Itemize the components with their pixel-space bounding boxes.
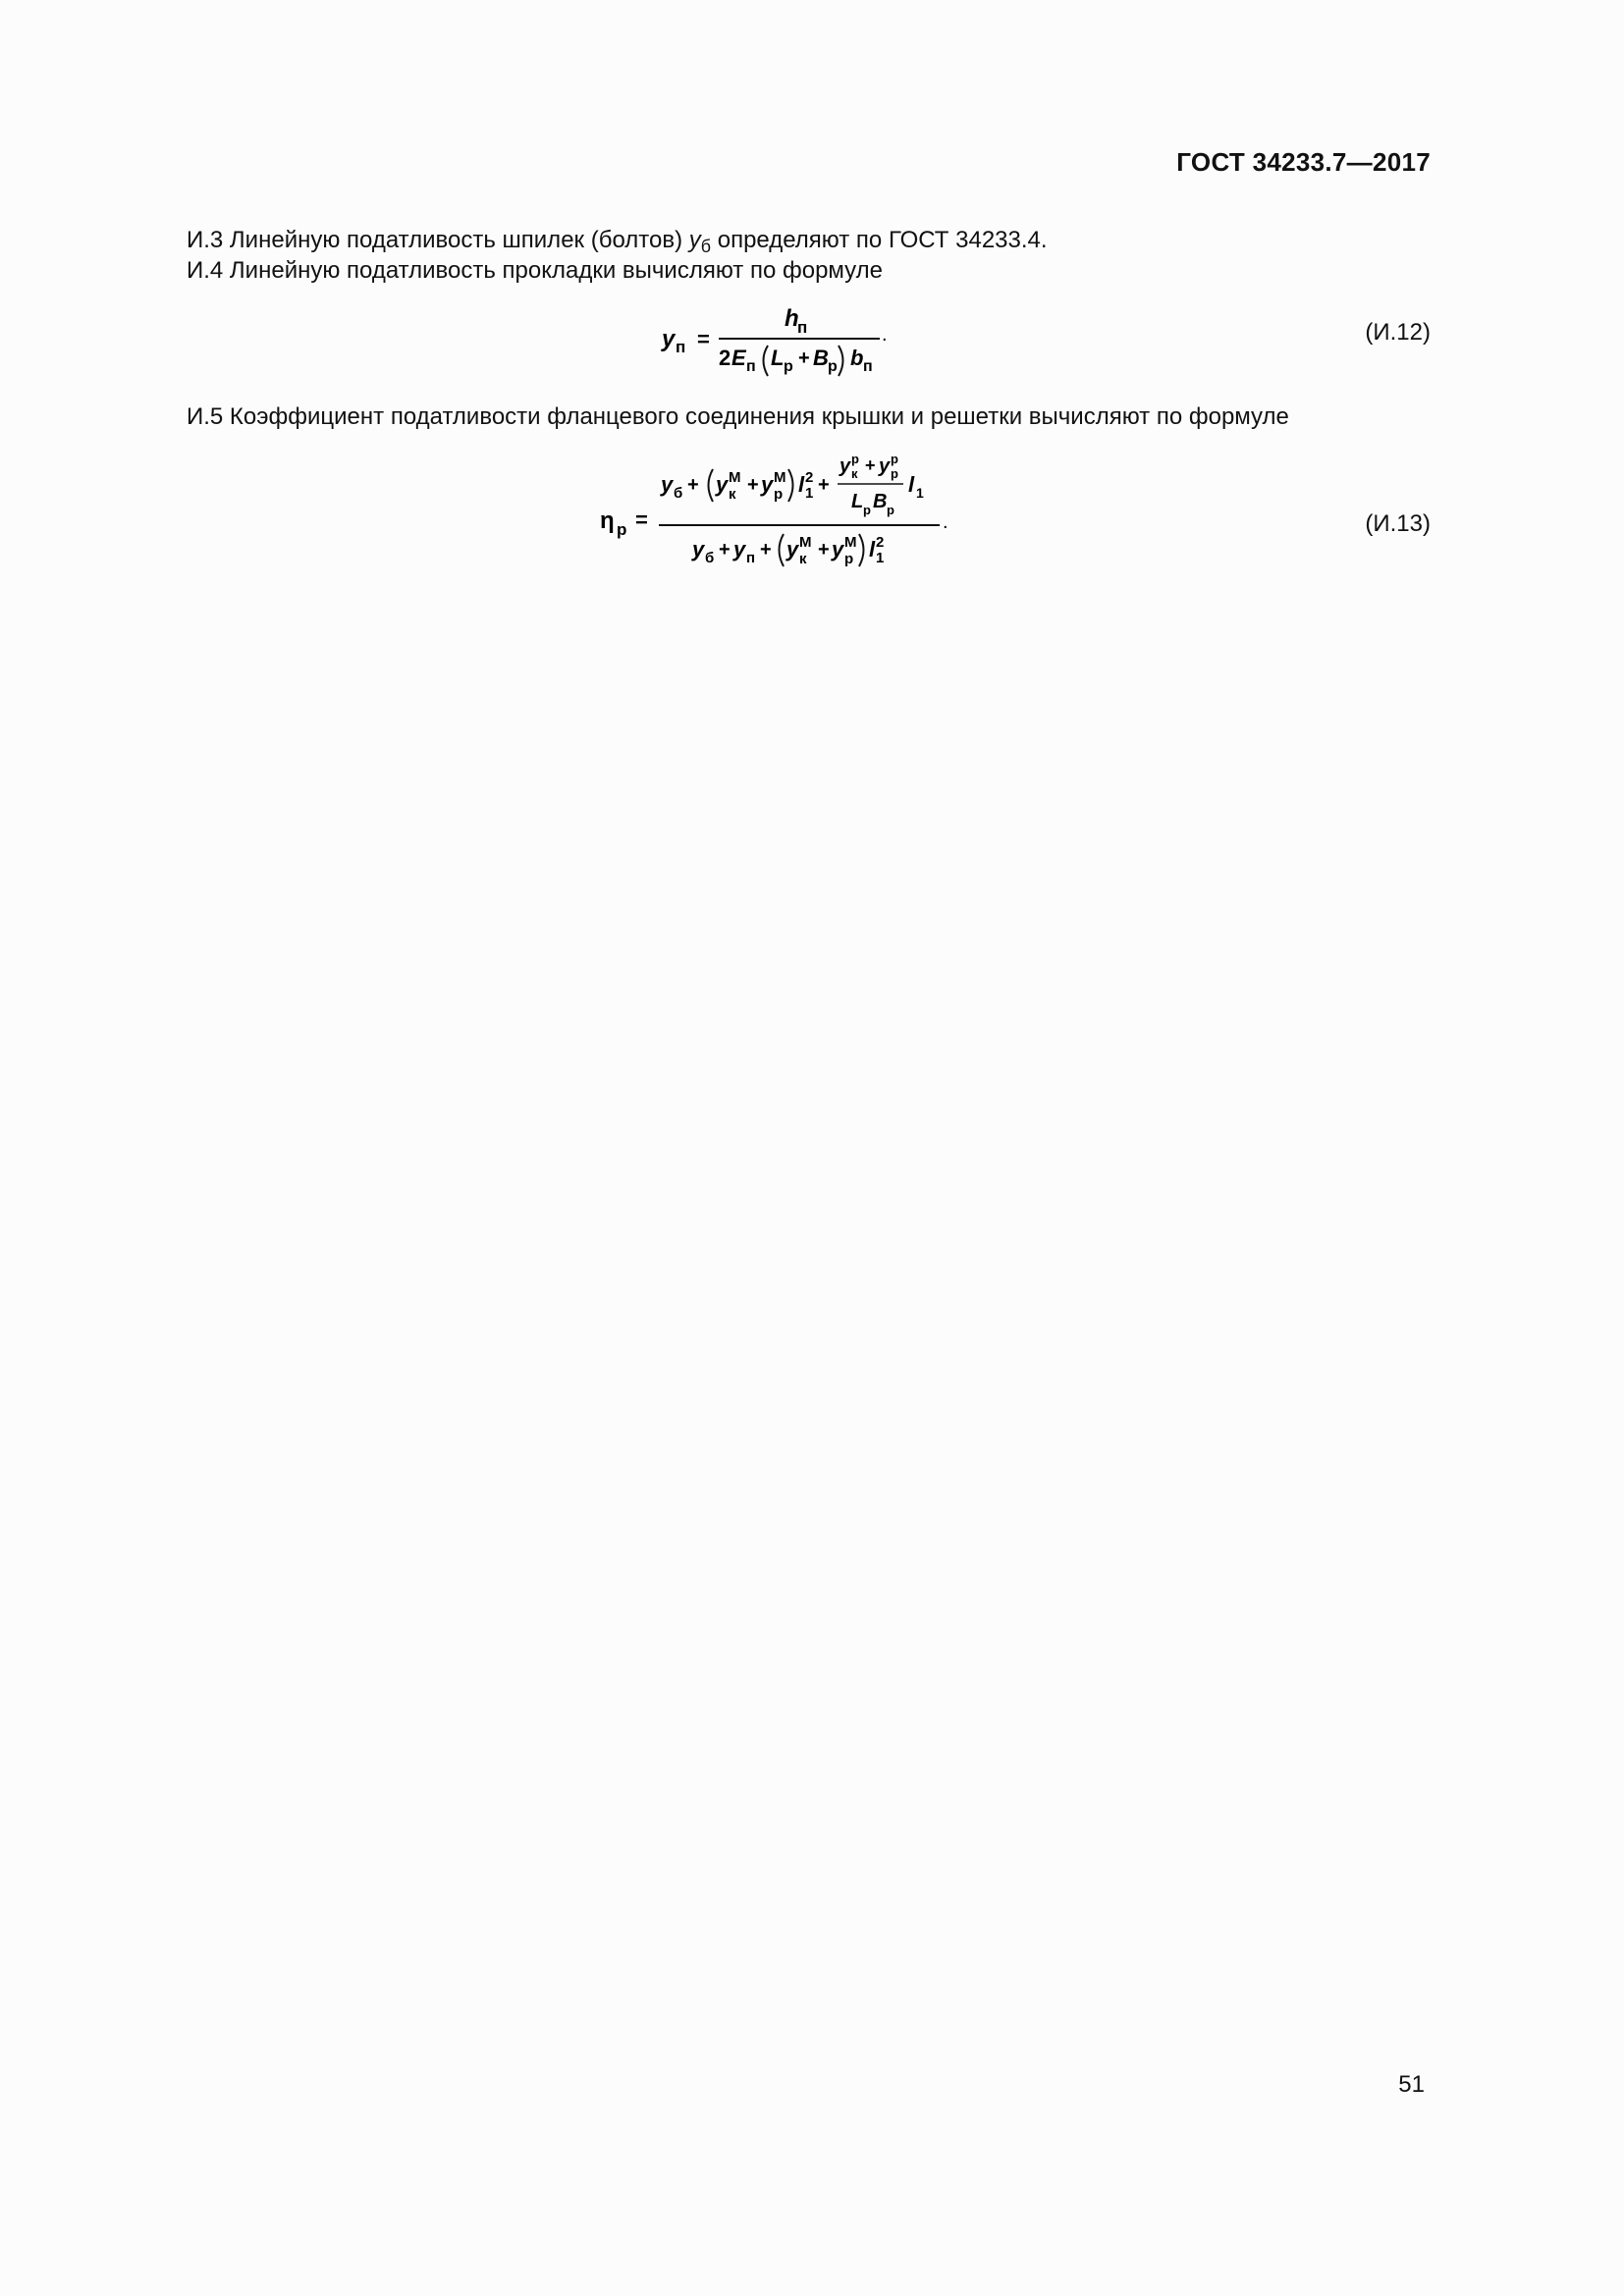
eq2-inner-B: B [873, 491, 888, 512]
eq2-inner-y2: y [879, 455, 891, 477]
eq2-inner-y1: y [839, 455, 851, 477]
eq2-den-plus3: + [818, 539, 830, 561]
eq2-num-l1: l [798, 472, 805, 497]
eq2-den-y1-sub: б [705, 550, 715, 566]
eq2-den-y4-sub: р [844, 551, 854, 567]
eq1-equals: = [697, 327, 710, 351]
eq2-num-y2: y [716, 472, 729, 497]
eq2-num-y3-sub: р [774, 486, 784, 503]
eq2-inner-y2-sub: р [891, 466, 898, 481]
eq2-den-plus2: + [760, 539, 772, 561]
eq1-right-paren [839, 346, 843, 376]
eq1-den-b-sub: п [863, 358, 873, 375]
eq2-den-l1-sub: 1 [876, 550, 885, 566]
eq2-den-y2-sub: п [746, 550, 756, 566]
equation-number-i13: (И.13) [1365, 510, 1431, 537]
paragraph-i3-text-before: И.3 Линейную податливость шпилек (болтов) [187, 227, 689, 253]
eq2-lhs-sub: р [617, 520, 627, 539]
eq1-lhs-sub: п [676, 338, 686, 356]
eq2-inner-y1-sub: к [851, 466, 858, 481]
formula-i13 [594, 447, 957, 579]
eq1-den-2: 2 [719, 346, 731, 370]
eq2-inner-plus: + [865, 455, 876, 475]
eq2-num-y1: y [661, 472, 674, 497]
eq2-num-lparen [709, 469, 714, 502]
eq1-den-L-sub: р [784, 358, 793, 375]
eq2-trailing-dot: . [943, 511, 948, 533]
eq1-den-E-sub: п [746, 358, 756, 375]
symbol-y: y [688, 227, 701, 253]
eq1-den-b: b [850, 346, 864, 370]
eq2-num-plus2: + [747, 474, 759, 496]
document-header: ГОСТ 34233.7—2017 [1176, 147, 1431, 177]
eq2-inner-L-sub: р [863, 503, 871, 517]
eq2-den-y1: y [692, 537, 705, 561]
eq2-inner-B-sub: р [887, 503, 894, 517]
equation-number-i12: (И.12) [1365, 319, 1431, 346]
paragraph-i4: И.4 Линейную податливость прокладки вычисляют по формуле [187, 257, 884, 284]
eq1-numerator-h: h [785, 305, 799, 332]
eq2-den-l1: l [869, 537, 876, 561]
eq2-num-y2-sub: к [729, 486, 736, 503]
eq2-den-y3: y [786, 537, 799, 561]
eq2-num-y2-sup: М [729, 469, 741, 486]
eq2-num-plus1: + [687, 474, 699, 496]
paragraph-i5: И.5 Коэффициент податливости фланцевого соединения крышки и решетки вычисляют по формуле [187, 403, 1289, 430]
eq2-num-l1-trailing: l [908, 472, 915, 497]
eq2-inner-y2-sup: р [891, 452, 898, 466]
eq2-den-y4-sup: М [844, 534, 857, 551]
eq2-den-y4: y [832, 537, 844, 561]
eq1-den-B-sub: р [828, 358, 838, 375]
eq1-den-B: B [813, 346, 829, 370]
eq2-den-rparen [859, 534, 864, 566]
eq2-equals: = [635, 507, 648, 532]
eq1-trailing-dot: . [882, 324, 888, 346]
eq2-num-y3-sup: М [774, 469, 786, 486]
eq1-lhs: y [662, 326, 676, 352]
eq1-den-plus: + [798, 347, 810, 369]
formula-i12 [658, 299, 893, 385]
eq2-num-l1-trailing-sub: 1 [916, 485, 924, 501]
eq1-numerator-sub: п [797, 318, 808, 337]
eq2-den-y3-sub: к [799, 551, 807, 567]
eq2-inner-L: L [851, 491, 864, 512]
eq2-num-l1-sup: 2 [805, 469, 814, 486]
eq2-num-plus3: + [818, 474, 830, 496]
paragraph-i3-text-after: определяют по ГОСТ 34233.4. [711, 227, 1048, 253]
eq2-num-l1-sub: 1 [805, 485, 814, 502]
eq2-num-rparen [788, 469, 793, 502]
eq2-den-y3-sup: М [799, 534, 812, 551]
eq2-num-y3: y [761, 472, 774, 497]
eq2-den-lparen [780, 534, 785, 566]
eq2-lhs-eta: η [600, 507, 615, 534]
paragraph-i3 [187, 226, 1048, 255]
eq1-den-L: L [771, 346, 785, 370]
eq2-den-plus1: + [719, 539, 731, 561]
symbol-y-subscript: б [700, 237, 712, 256]
eq1-left-paren [764, 346, 769, 376]
eq2-den-l1-sup: 2 [876, 534, 885, 551]
eq2-inner-y1-sup: р [851, 452, 859, 466]
eq2-num-y1-sub: б [674, 485, 683, 502]
page-number: 51 [1398, 2071, 1425, 2098]
eq1-den-E: E [731, 346, 746, 370]
eq2-den-y2: y [733, 537, 746, 561]
